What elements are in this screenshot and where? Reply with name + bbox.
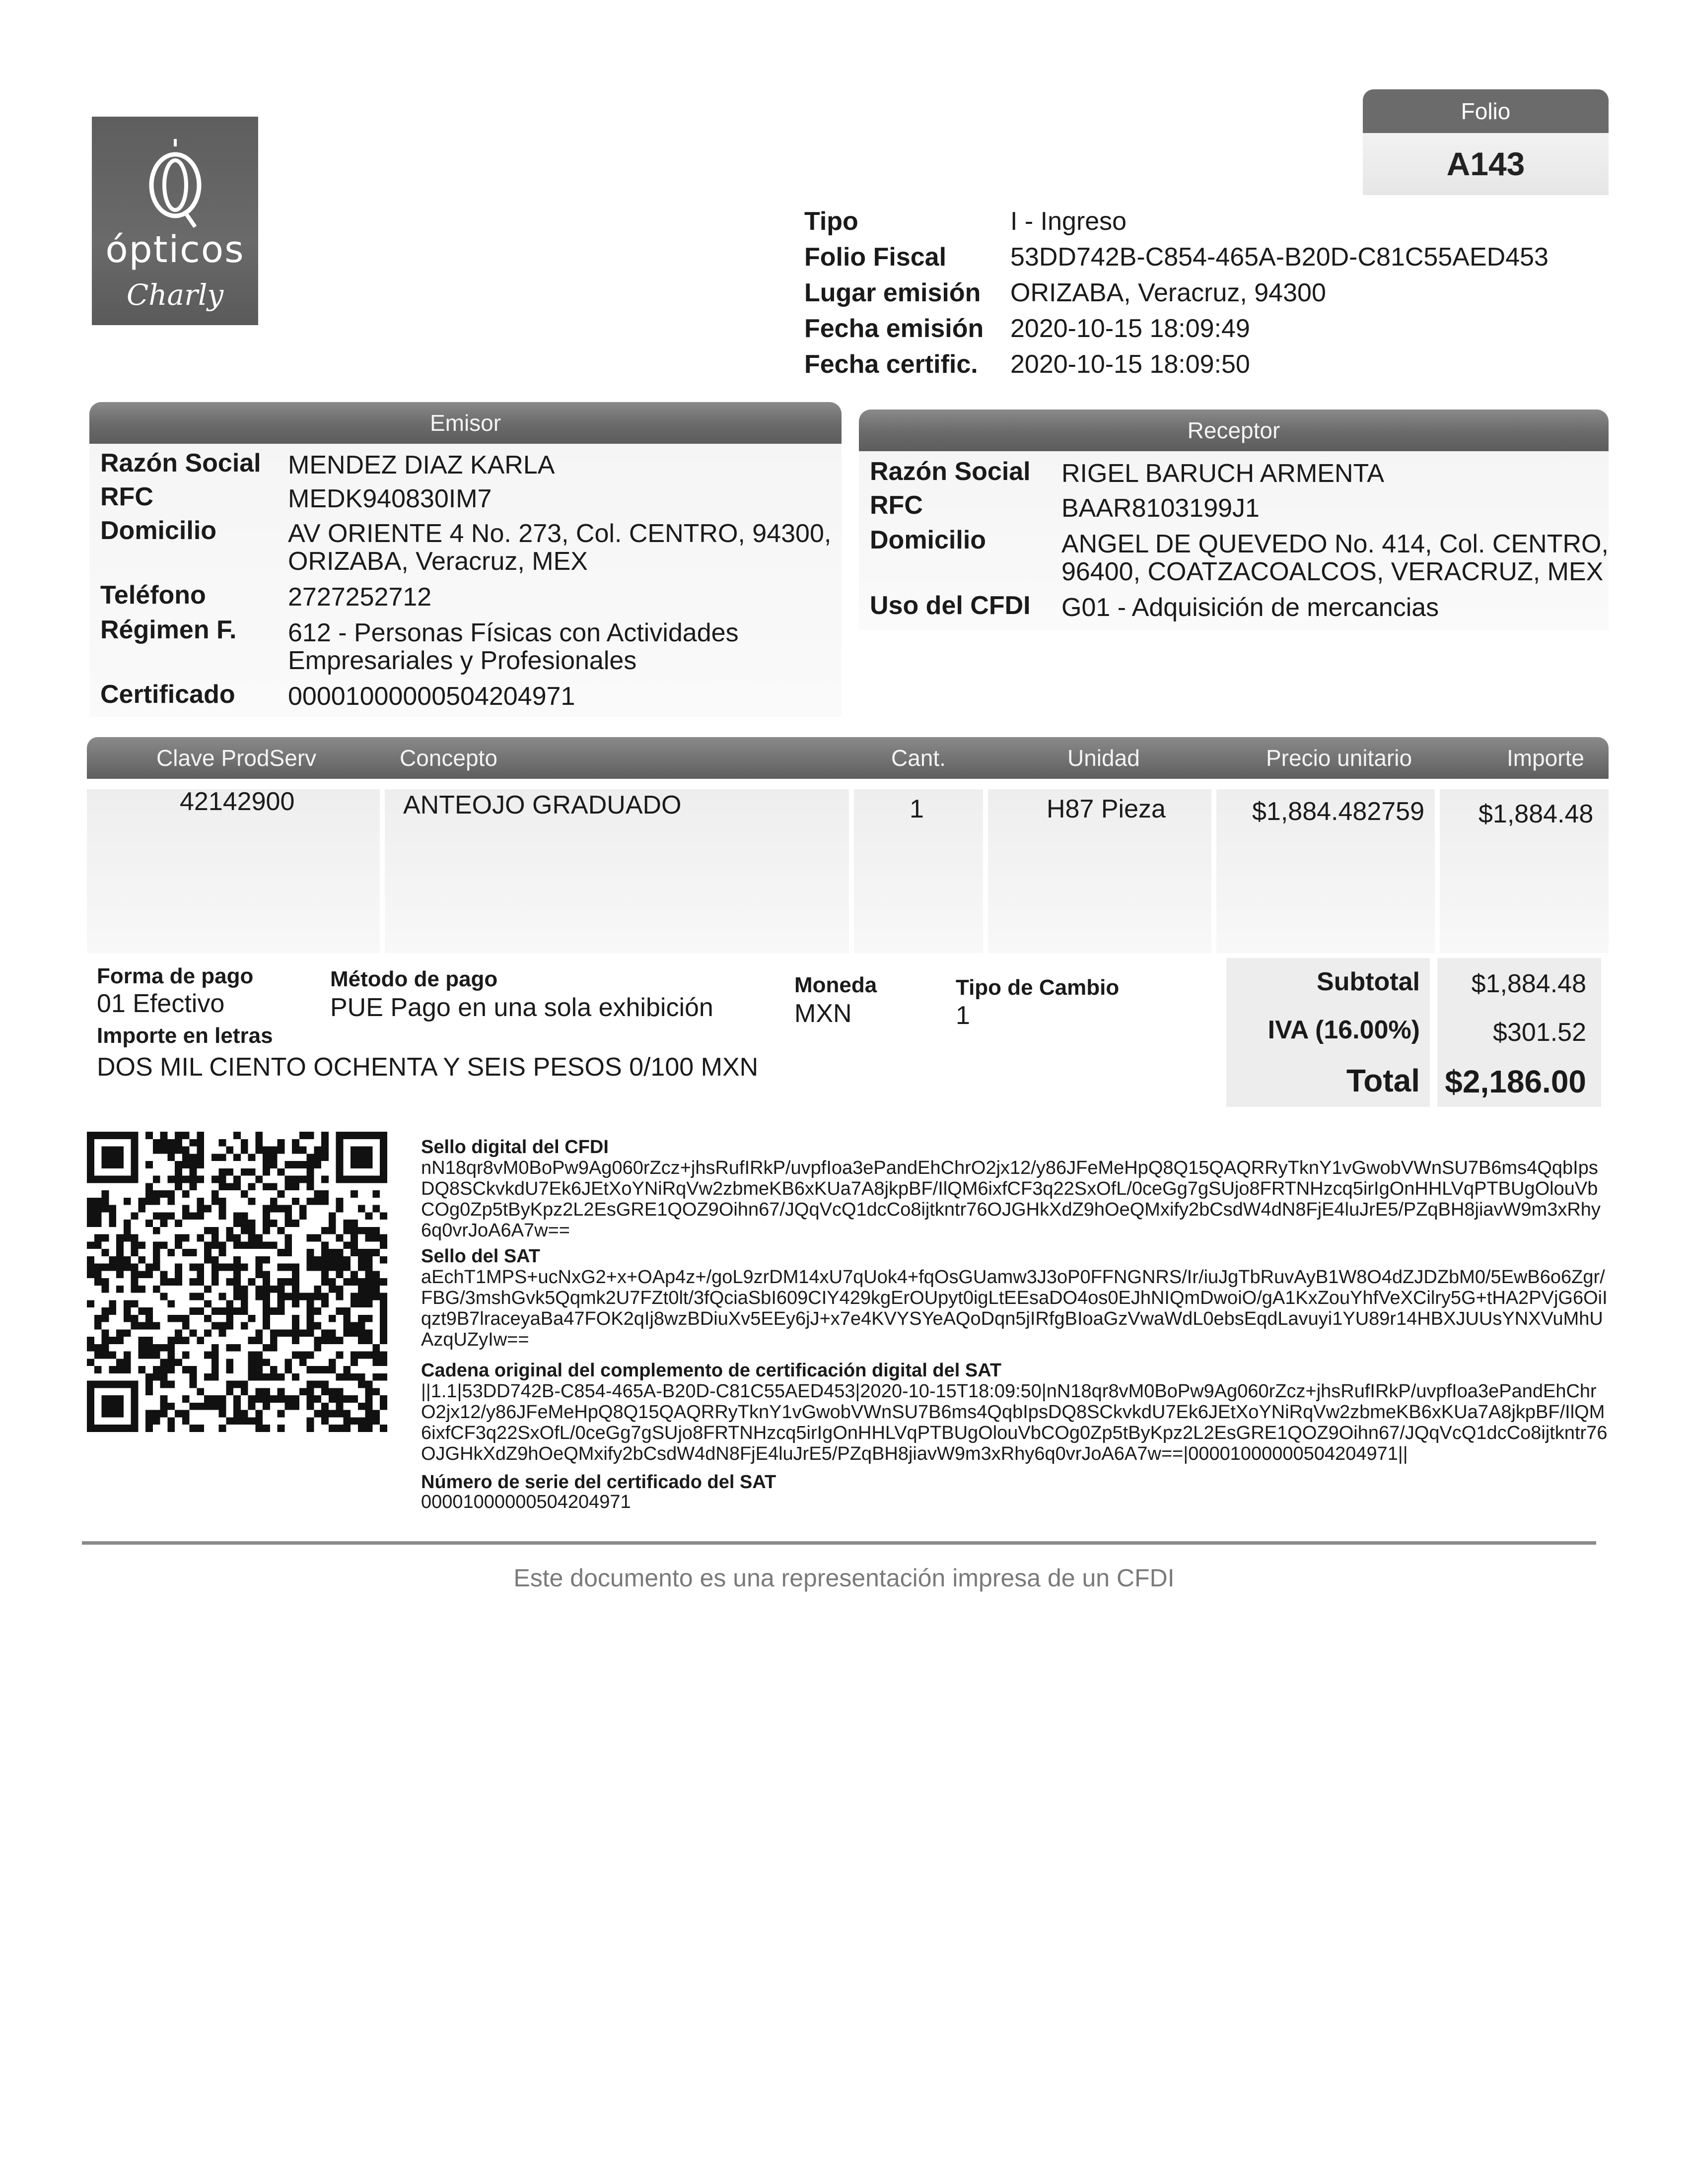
emisor-certificado: 00001000000504204971 [288, 682, 575, 711]
cadena-original-label: Cadena original del complemento de certificación digital del SAT [421, 1360, 1002, 1381]
concepts-header [87, 737, 1609, 779]
emisor-domicilio-line1: AV ORIENTE 4 No. 273, Col. CENTRO, 94300, [288, 519, 832, 548]
emisor-domicilio-line2: ORIZABA, Veracruz, MEX [288, 547, 588, 576]
col-cant-header: Cant. [891, 745, 946, 771]
moneda-label: Moneda [794, 973, 877, 997]
metodo-pago-label: Método de pago [330, 967, 498, 991]
cell-precio: $1,884.482759 [1252, 797, 1425, 826]
folio-fiscal-label: Folio Fiscal [804, 243, 947, 272]
cell-clave: 42142900 [180, 787, 295, 816]
receptor-razon: RIGEL BARUCH ARMENTA [1061, 459, 1385, 488]
logo-mark-icon [145, 136, 205, 231]
tipo-cambio-label: Tipo de Cambio [956, 975, 1120, 1000]
logo-script: Charly [126, 278, 224, 312]
importe-letras-label: Importe en letras [97, 1024, 273, 1048]
fecha-emision-label: Fecha emisión [804, 314, 984, 343]
subtotal-value: $1,884.48 [1471, 969, 1586, 998]
footer-divider [82, 1541, 1596, 1545]
receptor-rfc-label: RFC [870, 491, 923, 520]
folio-value: A143 [1363, 133, 1609, 195]
emisor-razon-label: Razón Social [100, 449, 261, 478]
cadena-original-value: ||1.1|53DD742B-C854-465A-B20D-C81C55AED453|2020-10-15T18:09:50|nN18qr8vM0BoPw9Ag060rZcz+jhsRufIRkP/uvpfIoa3ePandEhChrO2jx12/y86JFeMeHpQ8Q15QAQRRyTknY1vGwobVWnSU7B6ms4QqbIpsDQ8SCkvkdU7Ek6JEtXoYNiRqVw2zbmeKB6xKUa7A8jkpBF/IlQM6ixfCF3q22SxOfL/0ceGg7gSUjo8FRTNHzcq5irIgOnHHLVqPTBUgOlouVbCOg0Zp5tByKpz2L2EsGRE1QOZ9Oihn67/JQqVcQ1dcCo8ijtkntr76OJGHkXdZ9hOeQMxify2bCsdW4dN8FjE4luJrE5/PZqBH8jiavW9m3xRhy6q0vrJoA6A7w==|00001000000504204971|| [421, 1381, 1608, 1464]
tipo-value: I - Ingreso [1010, 207, 1127, 236]
importe-letras-value: DOS MIL CIENTO OCHENTA Y SEIS PESOS 0/100 MXN [97, 1053, 759, 1082]
iva-label: IVA (16.00%) [1267, 1016, 1420, 1044]
receptor-title: Receptor [859, 410, 1609, 451]
emisor-razon: MENDEZ DIAZ KARLA [288, 451, 555, 479]
fecha-certific-label: Fecha certific. [804, 350, 978, 379]
cell-cant: 1 [910, 795, 924, 823]
fecha-certific-value: 2020-10-15 18:09:50 [1010, 350, 1250, 379]
col-concepto-header: Concepto [400, 745, 497, 771]
total-value: $2,186.00 [1445, 1064, 1586, 1099]
receptor-domicilio-line2: 96400, COATZACOALCOS, VERACRUZ, MEX [1061, 557, 1604, 586]
moneda-value: MXN [794, 999, 852, 1028]
emisor-regimen-line2: Empresariales y Profesionales [288, 646, 637, 675]
emisor-title: Emisor [89, 402, 842, 444]
emisor-domicilio-label: Domicilio [100, 516, 217, 545]
subtotal-label: Subtotal [1317, 967, 1420, 996]
folio-label: Folio [1363, 89, 1609, 133]
cell-concepto: ANTEOJO GRADUADO [403, 791, 682, 819]
iva-value: $301.52 [1493, 1018, 1586, 1047]
receptor-domicilio-line1: ANGEL DE QUEVEDO No. 414, Col. CENTRO, [1061, 530, 1609, 558]
emisor-rfc: MEDK940830IM7 [288, 484, 492, 513]
footer-note: Este documento es una representación impresa de un CFDI [513, 1564, 1175, 1592]
logo-brand: ópticos [105, 228, 245, 271]
fecha-emision-value: 2020-10-15 18:09:49 [1010, 314, 1250, 343]
qr-code [87, 1132, 387, 1432]
emisor-rfc-label: RFC [100, 482, 153, 511]
forma-pago-label: Forma de pago [97, 964, 254, 988]
serie-certificado-label: Número de serie del certificado del SAT [421, 1472, 776, 1493]
receptor-uso: G01 - Adquisición de mercancias [1061, 593, 1439, 622]
receptor-uso-label: Uso del CFDI [870, 591, 1031, 620]
emisor-regimen-line1: 612 - Personas Físicas con Actividades [288, 618, 739, 647]
lugar-emision-label: Lugar emisión [804, 278, 981, 307]
receptor-panel [859, 451, 1609, 630]
emisor-telefono-label: Teléfono [100, 581, 206, 610]
emisor-telefono: 2727252712 [288, 583, 432, 612]
emisor-regimen-label: Régimen F. [100, 615, 237, 644]
receptor-razon-label: Razón Social [870, 457, 1031, 486]
metodo-pago-value: PUE Pago en una sola exhibición [330, 993, 713, 1022]
emisor-panel [89, 444, 842, 717]
cell-importe: $1,884.48 [1478, 800, 1594, 828]
col-importe-header: Importe [1507, 745, 1584, 771]
sello-cfdi-label: Sello digital del CFDI [421, 1137, 609, 1158]
qr-modules [87, 1132, 387, 1432]
lugar-emision-value: ORIZABA, Veracruz, 94300 [1010, 278, 1326, 307]
col-unidad-header: Unidad [1067, 745, 1140, 771]
folio-fiscal-value: 53DD742B-C854-465A-B20D-C81C55AED453 [1010, 243, 1548, 272]
receptor-rfc: BAAR8103199J1 [1061, 494, 1260, 523]
col-clave-header: Clave ProdServ [156, 745, 317, 771]
tipo-label: Tipo [804, 207, 858, 236]
receptor-domicilio-label: Domicilio [870, 526, 986, 554]
company-logo [92, 117, 258, 325]
emisor-certificado-label: Certificado [100, 680, 235, 709]
sello-sat-value: aEchT1MPS+ucNxG2+x+OAp4z+/goL9zrDM14xU7qUok4+fqOsGUamw3J3oP0FFNGNRS/Ir/iuJgTbRuvAyB1W8O4dZJDZbM0/5EwB6o6Zgr/FBG/3mshGvk5Qqmk2U7FZt0lt/3fQciaSbI609CIY429kgErOUpyt0igLtEEsaDO4os0EJhNIQmDwoiO/gA1KxZouYhfVeXCilry5G+tHA2PVjG6OiIqzt9B7lraceyaBa47FOK2qIj8wzBDiuXv5EEy6jJ+x7e4KVYSYeAQoDqn5jIRfgBIoaGzVwaWdL0ebsEqdLavuyi1YU89r14HBXJUUsYNXVuMhUAzqUZyIw== [421, 1267, 1608, 1350]
serie-certificado-value: 00001000000504204971 [421, 1492, 631, 1512]
total-label: Total [1346, 1063, 1420, 1098]
cell-unidad: H87 Pieza [1047, 795, 1166, 823]
sello-cfdi-value: nN18qr8vM0BoPw9Ag060rZcz+jhsRufIRkP/uvpfIoa3ePandEhChrO2jx12/y86JFeMeHpQ8Q15QAQRRyTknY1vGwobVWnSU7B6ms4QqbIpsDQ8SCkvkdU7Ek6JEtXoYNiRqVw2zbmeKB6xKUa7A8jkpBF/IlQM6ixfCF3q22SxOfL/0ceGg7gSUjo8FRTNHzcq5irIgOnHHLVqPTBUgOlouVbCOg0Zp5tByKpz2L2EsGRE1QOZ9Oihn67/JQqVcQ1dcCo8ijtkntr76OJGHkXdZ9hOeQMxify2bCsdW4dN8FjE4luJrE5/PZqBH8jiavW9m3xRhy6q0vrJoA6A7w== [421, 1158, 1601, 1241]
qr-code-icon [87, 1132, 387, 1432]
tipo-cambio-value: 1 [956, 1001, 970, 1030]
forma-pago-value: 01 Efectivo [97, 989, 225, 1018]
sello-sat-label: Sello del SAT [421, 1246, 541, 1267]
col-precio-header: Precio unitario [1266, 745, 1412, 771]
